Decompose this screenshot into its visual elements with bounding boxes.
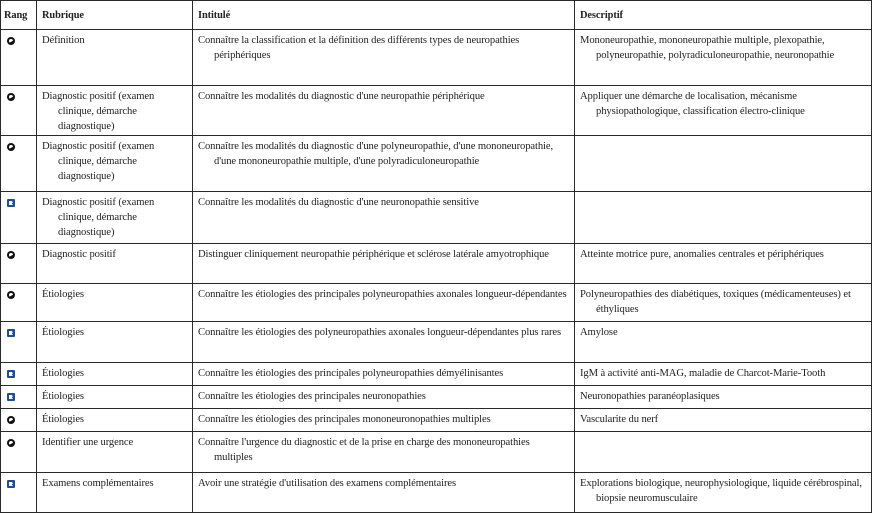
table-row-rank [1, 244, 37, 284]
rank-a-icon [7, 143, 15, 151]
table-row-rubrique: Étiologies [37, 386, 193, 409]
rank-a-icon [7, 251, 15, 259]
rank-a-icon [7, 37, 15, 45]
header-descriptif: Descriptif [575, 1, 872, 30]
header-intitule: Intitulé [193, 1, 575, 30]
table-row-rubrique: Diagnostic positif (examen clinique, démarche diagnostique) [37, 192, 193, 244]
table-row-rubrique: Examens complémentaires [37, 473, 193, 513]
table-row-rubrique: Étiologies [37, 363, 193, 386]
header-rubrique: Rubrique [37, 1, 193, 30]
table-row-rank [1, 432, 37, 473]
table-row-descriptif: Mononeuropathie, mononeuropathie multiple, plexopathie, polyneuropathie, polyradiculoneuropathie, neuronopathie [575, 30, 872, 86]
table-row-rank [1, 473, 37, 513]
table-row-intitule: Connaître les étiologies des polyneuropathies axonales longueur-dépendantes plus rares [193, 322, 575, 363]
table-row-rubrique: Identifier une urgence [37, 432, 193, 473]
table-row-descriptif: IgM à activité anti-MAG, maladie de Charcot-Marie-Tooth [575, 363, 872, 386]
rank-a-icon [7, 93, 15, 101]
table-row-rank [1, 284, 37, 322]
rank-b-icon [7, 393, 15, 401]
table-row-rank [1, 30, 37, 86]
table-row-intitule: Connaître les modalités du diagnostic d'une polyneuropathie, d'une mononeuropathie, d'une mononeuropathie multiple, d'une polyradiculoneuropathie [193, 136, 575, 192]
table-row-intitule: Connaître les étiologies des principales mononeuronopathies multiples [193, 409, 575, 432]
table-row-descriptif [575, 136, 872, 192]
table-row-descriptif: Atteinte motrice pure, anomalies centrales et périphériques [575, 244, 872, 284]
table-row-descriptif [575, 192, 872, 244]
table-row-rubrique: Étiologies [37, 284, 193, 322]
table-row-rubrique: Diagnostic positif (examen clinique, démarche diagnostique) [37, 136, 193, 192]
table-row-intitule: Connaître les modalités du diagnostic d'une neuropathie périphérique [193, 86, 575, 136]
rank-a-icon [7, 291, 15, 299]
table-row-rubrique: Étiologies [37, 322, 193, 363]
table-row-intitule: Connaître les étiologies des principales polyneuropathies axonales longueur-dépendantes [193, 284, 575, 322]
table-row-intitule: Connaître les étiologies des principales polyneuropathies démyélinisantes [193, 363, 575, 386]
table-row-descriptif: Neuronopathies paranéoplasiques [575, 386, 872, 409]
table-row-intitule: Connaître les modalités du diagnostic d'une neuronopathie sensitive [193, 192, 575, 244]
table-row-rubrique: Définition [37, 30, 193, 86]
table-row-rubrique: Diagnostic positif (examen clinique, démarche diagnostique) [37, 86, 193, 136]
table-row-rubrique: Étiologies [37, 409, 193, 432]
header-rang: Rang [1, 1, 37, 30]
table-row-intitule: Connaître la classification et la définition des différents types de neuropathies périphériques [193, 30, 575, 86]
table-row-rank [1, 136, 37, 192]
table-row-descriptif: Polyneuropathies des diabétiques, toxiques (médicamenteuses) et éthyliques [575, 284, 872, 322]
table-row-descriptif [575, 432, 872, 473]
table-row-descriptif: Vascularite du nerf [575, 409, 872, 432]
rank-b-icon [7, 329, 15, 337]
rank-b-icon [7, 480, 15, 488]
table-row-intitule: Avoir une stratégie d'utilisation des examens complémentaires [193, 473, 575, 513]
table-row-rank [1, 363, 37, 386]
table-row-intitule: Connaître l'urgence du diagnostic et de la prise en charge des mononeuropathies multiples [193, 432, 575, 473]
table-row-descriptif: Appliquer une démarche de localisation, mécanisme physiopathologique, classification électro-clinique [575, 86, 872, 136]
rank-a-icon [7, 439, 15, 447]
table-row-intitule: Distinguer cliniquement neuropathie périphérique et sclérose latérale amyotrophique [193, 244, 575, 284]
table-row-rank [1, 86, 37, 136]
table-row-rank [1, 322, 37, 363]
rank-b-icon [7, 370, 15, 378]
rank-a-icon [7, 416, 15, 424]
rank-b-icon [7, 199, 15, 207]
table-row-rank [1, 386, 37, 409]
table-row-descriptif: Explorations biologique, neurophysiologique, liquide cérébrospinal, biopsie neuromusculaire [575, 473, 872, 513]
table-row-rank [1, 192, 37, 244]
table-row-descriptif: Amylose [575, 322, 872, 363]
table-row-rubrique: Diagnostic positif [37, 244, 193, 284]
table-row-intitule: Connaître les étiologies des principales neuronopathies [193, 386, 575, 409]
table-row-rank [1, 409, 37, 432]
